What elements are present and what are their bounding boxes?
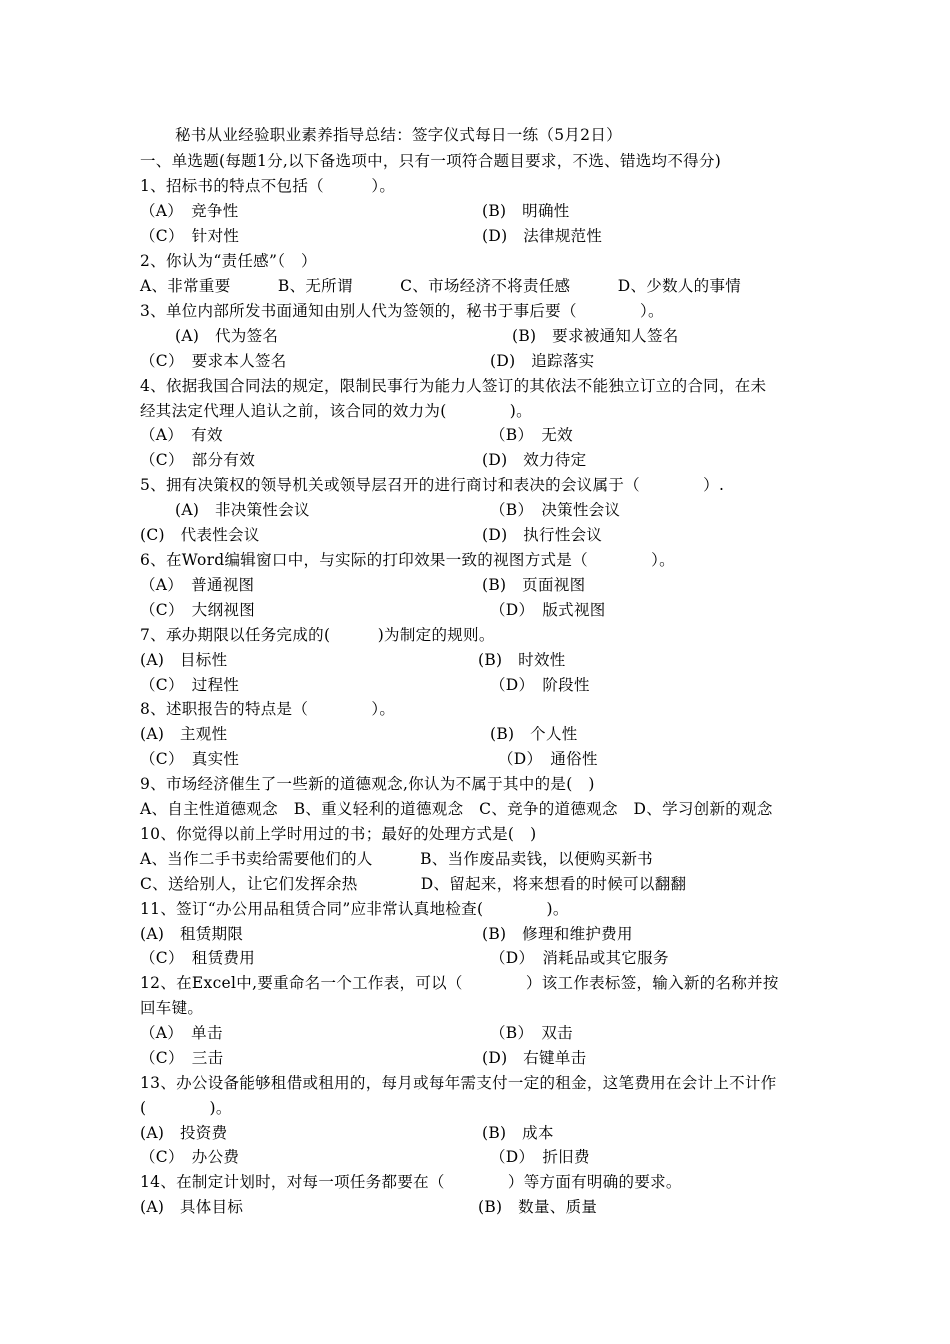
question-4-option-b: （B） 无效	[490, 426, 573, 444]
question-12-stem-line-2: 回车键。	[140, 999, 204, 1017]
question-3-option-b: (B) 要求被通知人签名	[512, 327, 679, 345]
question-4-option-a: （A） 有效	[140, 426, 223, 444]
question-14-stem: 14、在制定计划时，对每一项任务都要在（ ）等方面有明确的要求。	[140, 1173, 682, 1191]
question-7-option-b: (B) 时效性	[478, 651, 566, 669]
document-title: 秘书从业经验职业素养指导总结：签字仪式每日一练（5月2日）	[175, 126, 622, 144]
question-14-option-a: (A) 具体目标	[140, 1198, 244, 1216]
question-8-option-a: (A) 主观性	[140, 725, 228, 743]
question-1-option-a: （A） 竞争性	[140, 202, 239, 220]
section-heading: 一、单选题(每题1分,以下备选项中，只有一项符合题目要求，不选、错选均不得分)	[140, 152, 722, 170]
question-13-option-a: (A) 投资费	[140, 1124, 228, 1142]
question-13-option-c: （C） 办公费	[140, 1148, 240, 1166]
question-9-options: A、自主性道德观念 B、重义轻利的道德观念 C、竞争的道德观念 D、学习创新的观念	[140, 800, 773, 818]
question-2-stem: 2、你认为“责任感”（ ）	[140, 252, 317, 270]
question-1-stem: 1、招标书的特点不包括（ ）。	[140, 177, 396, 195]
question-5-option-b: （B） 决策性会议	[490, 501, 621, 519]
question-7-stem: 7、承办期限以任务完成的( )为制定的规则。	[140, 626, 495, 644]
question-10-options-cd: C、送给别人，让它们发挥余热 D、留起来，将来想看的时候可以翻翻	[140, 875, 687, 893]
question-10-stem: 10、你觉得以前上学时用过的书；最好的处理方式是( )	[140, 825, 537, 843]
question-3-option-c: （C） 要求本人签名	[140, 352, 287, 370]
question-12-option-a: （A） 单击	[140, 1024, 223, 1042]
question-8-option-c: （C） 真实性	[140, 750, 240, 768]
question-5-option-a: (A) 非决策性会议	[175, 501, 310, 519]
question-13-stem-line-1: 13、办公设备能够租借或租用的，每月或每年需支付一定的租金，这笔费用在会计上不计作	[140, 1074, 777, 1092]
question-11-stem: 11、签订“办公用品租赁合同”应非常认真地检查( )。	[140, 900, 569, 918]
question-14-option-b: (B) 数量、质量	[478, 1198, 598, 1216]
question-4-option-c: （C） 部分有效	[140, 451, 256, 469]
question-4-stem-line-1: 4、依据我国合同法的规定，限制民事行为能力人签订的其依法不能独立订立的合同，在未	[140, 377, 767, 395]
question-11-option-a: (A) 租赁期限	[140, 925, 244, 943]
question-5-option-c: (C) 代表性会议	[140, 526, 260, 544]
question-6-option-d: （D） 版式视图	[490, 601, 606, 619]
question-1-option-d: (D) 法律规范性	[482, 227, 603, 245]
question-12-option-c: （C） 三击	[140, 1049, 224, 1067]
question-1-option-b: (B) 明确性	[482, 202, 570, 220]
question-5-stem: 5、拥有决策权的领导机关或领导层召开的进行商讨和表决的会议属于（ ）.	[140, 476, 725, 494]
question-8-option-d: （D） 通俗性	[498, 750, 598, 768]
question-2-options: A、非常重要 B、无所谓 C、市场经济不将责任感 D、少数人的事情	[140, 277, 742, 295]
question-13-stem-line-2: ( )。	[140, 1099, 232, 1117]
question-6-option-b: (B) 页面视图	[482, 576, 586, 594]
question-12-option-d: (D) 右键单击	[482, 1049, 587, 1067]
question-4-stem-line-2: 经其法定代理人追认之前，该合同的效力为( )。	[140, 402, 532, 420]
question-8-option-b: (B) 个人性	[490, 725, 578, 743]
question-7-option-a: (A) 目标性	[140, 651, 228, 669]
question-11-option-b: (B) 修理和维护费用	[482, 925, 633, 943]
question-6-option-a: （A） 普通视图	[140, 576, 255, 594]
question-3-option-a: (A) 代为签名	[175, 327, 279, 345]
question-1-option-c: （C） 针对性	[140, 227, 240, 245]
question-8-stem: 8、述职报告的特点是（ ）。	[140, 700, 396, 718]
question-3-stem: 3、单位内部所发书面通知由别人代为签领的，秘书于事后要（ ）。	[140, 302, 664, 320]
question-10-options-ab: A、当作二手书卖给需要他们的人 B、当作废品卖钱，以便购买新书	[140, 850, 653, 868]
question-12-option-b: （B） 双击	[490, 1024, 573, 1042]
question-13-option-d: （D） 折旧费	[490, 1148, 590, 1166]
question-12-stem-line-1: 12、在Excel中,要重命名一个工作表，可以（ ）该工作表标签，输入新的名称并按	[140, 974, 779, 992]
question-7-option-d: （D） 阶段性	[490, 676, 590, 694]
question-6-option-c: （C） 大纲视图	[140, 601, 256, 619]
question-6-stem: 6、在Word编辑窗口中，与实际的打印效果一致的视图方式是（ ）。	[140, 551, 675, 569]
question-7-option-c: （C） 过程性	[140, 676, 240, 694]
question-5-option-d: (D) 执行性会议	[482, 526, 603, 544]
question-11-option-c: （C） 租赁费用	[140, 949, 256, 967]
question-11-option-d: （D） 消耗品或其它服务	[490, 949, 669, 967]
question-4-option-d: (D) 效力待定	[482, 451, 587, 469]
question-9-stem: 9、市场经济催生了一些新的道德观念,你认为不属于其中的是( )	[140, 775, 595, 793]
question-13-option-b: (B) 成本	[482, 1124, 554, 1142]
question-3-option-d: (D) 追踪落实	[490, 352, 595, 370]
